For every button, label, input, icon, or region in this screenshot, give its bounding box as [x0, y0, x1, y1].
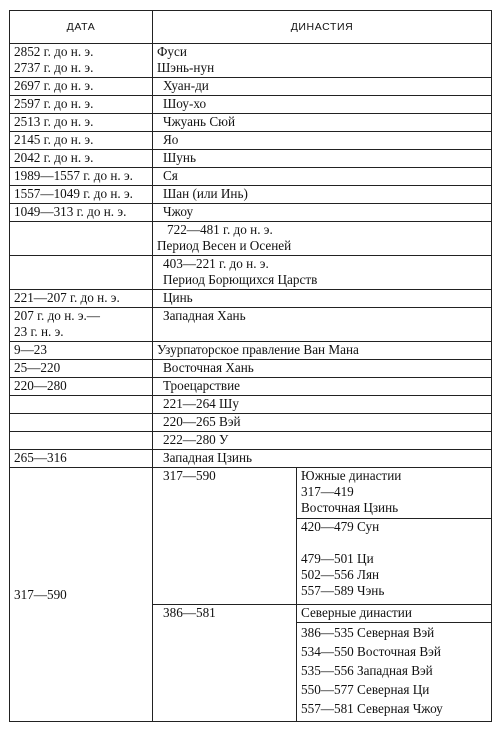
date-cell: 265—316: [10, 450, 153, 468]
table-row: [10, 168, 492, 186]
table-row: [10, 256, 492, 290]
date-cell: 2145 г. до н. э.: [10, 132, 153, 150]
date-cell: 25—220: [10, 360, 153, 378]
dynasty-cell: Цинь: [153, 290, 492, 308]
table-row: [10, 290, 492, 308]
southern-range-cell: 317—590: [153, 468, 297, 605]
date-cell: [10, 256, 153, 290]
dynasty-cell: Ся: [153, 168, 492, 186]
table-row: [10, 44, 492, 78]
date-cell: [10, 396, 153, 414]
dynasty-cell: Троецарствие: [153, 378, 492, 396]
dynasty-cell: Восточная Хань: [153, 360, 492, 378]
table-row: [10, 114, 492, 132]
northern-dynasties-head: Северные династии: [297, 605, 492, 623]
dynasty-cell: Хуан-ди: [153, 78, 492, 96]
southern-dynasties-head: Южные династии 317—419 Восточная Цзинь: [297, 468, 492, 519]
table-row: [10, 78, 492, 96]
date-cell-317-590: 317—590: [10, 468, 153, 722]
dynasty-cell: Шоу-хо: [153, 96, 492, 114]
date-cell: 1557—1049 г. до н. э.: [10, 186, 153, 204]
date-cell: 1049—313 г. до н. э.: [10, 204, 153, 222]
table-row: [10, 396, 492, 414]
date-cell: 2042 г. до н. э.: [10, 150, 153, 168]
date-cell: [10, 414, 153, 432]
table-row: [10, 186, 492, 204]
date-cell: 9—23: [10, 342, 153, 360]
table-row: [10, 132, 492, 150]
dynasty-cell: 222—280 У: [153, 432, 492, 450]
date-cell: 2597 г. до н. э.: [10, 96, 153, 114]
dynasty-cell: Фуси Шэнь-нун: [153, 44, 492, 78]
date-cell: [10, 222, 153, 256]
date-cell: [10, 432, 153, 450]
table-row: [10, 150, 492, 168]
table-row: [10, 342, 492, 360]
date-cell: 2697 г. до н. э.: [10, 78, 153, 96]
dynasty-cell: Яо: [153, 132, 492, 150]
dynasty-cell: 722—481 г. до н. э. Период Весен и Осеней: [153, 222, 492, 256]
table-row: [10, 378, 492, 396]
southern-dynasties-list: 420—479 Сун 479—501 Ци 502—556 Лян 557—589 Чэнь: [297, 519, 492, 605]
dynasty-cell: Узурпаторское правление Ван Мана: [153, 342, 492, 360]
dynasty-cell: Чжуань Сюй: [153, 114, 492, 132]
dynasty-cell: Чжоу: [153, 204, 492, 222]
dynasty-cell: Западная Цзинь: [153, 450, 492, 468]
table-row: [10, 414, 492, 432]
date-column-header: ДАТА: [10, 11, 153, 44]
table-row: [10, 432, 492, 450]
date-cell: 207 г. до н. э.— 23 г. н. э.: [10, 308, 153, 342]
date-cell: 1989—1557 г. до н. э.: [10, 168, 153, 186]
dynasty-cell: 221—264 Шу: [153, 396, 492, 414]
header-row: [10, 11, 492, 44]
northern-range-cell: 386—581: [153, 605, 297, 722]
table-row: [10, 204, 492, 222]
date-cell: 221—207 г. до н. э.: [10, 290, 153, 308]
dynasty-column-header: ДИНАСТИЯ: [153, 11, 492, 44]
dynasty-cell: Шунь: [153, 150, 492, 168]
dynasty-cell: Шан (или Инь): [153, 186, 492, 204]
table-row: [10, 360, 492, 378]
table-row: [10, 450, 492, 468]
northern-dynasties-list: 386—535 Северная Вэй 534—550 Восточная Вэй 535—556 Западная Вэй 550—577 Северная Ци 557—581 Северная Чжоу: [297, 623, 492, 722]
date-cell: 2852 г. до н. э. 2737 г. до н. э.: [10, 44, 153, 78]
table-row: [10, 222, 492, 256]
dynasty-cell: Западная Хань: [153, 308, 492, 342]
table-row-southern: [10, 468, 492, 519]
date-cell: 220—280: [10, 378, 153, 396]
dynasty-table: [9, 10, 492, 722]
date-cell: 2513 г. до н. э.: [10, 114, 153, 132]
table-row: [10, 96, 492, 114]
table-row: [10, 308, 492, 342]
dynasty-cell: 220—265 Вэй: [153, 414, 492, 432]
dynasty-cell: 403—221 г. до н. э. Период Борющихся Царств: [153, 256, 492, 290]
